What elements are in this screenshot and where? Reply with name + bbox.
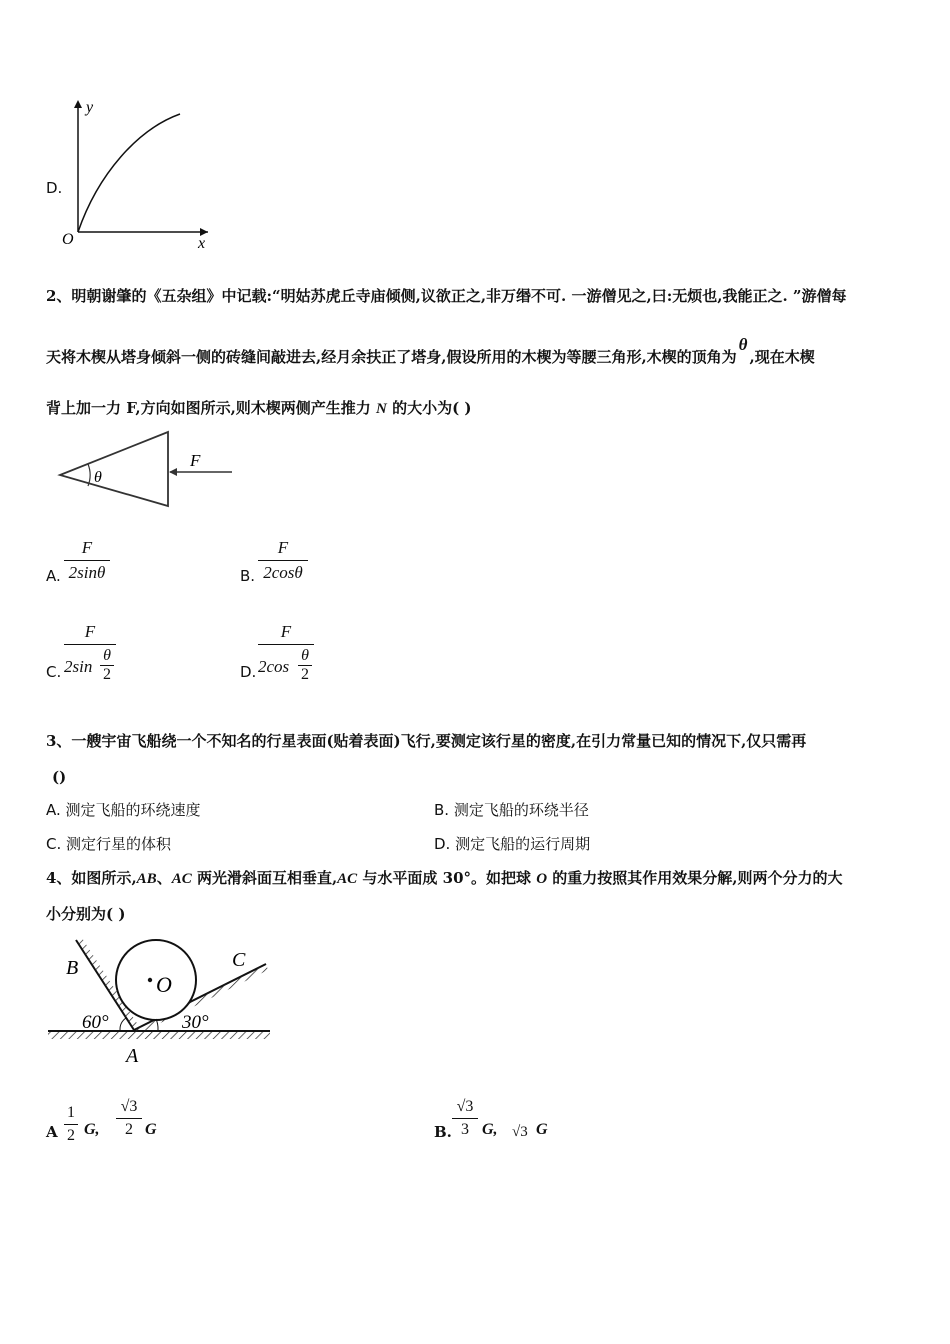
- numerator: √3: [120, 1098, 138, 1115]
- q4-line2: 小分别为( ): [46, 905, 126, 923]
- q4-ac2: AC: [337, 871, 358, 887]
- numerator: √3: [456, 1098, 474, 1115]
- q4-a-fraction-2[interactable]: [116, 1098, 142, 1139]
- q4-line1: [46, 868, 843, 889]
- a-label: A: [126, 1045, 139, 1066]
- fraction-bar: [116, 1118, 142, 1119]
- q4-o: O: [536, 871, 548, 887]
- denominator: 2cosθ: [263, 563, 303, 582]
- numerator: F: [277, 538, 289, 557]
- q2-option-b-fraction[interactable]: [258, 538, 308, 583]
- sub-denominator: 2: [301, 666, 309, 683]
- sub-numerator: θ: [301, 647, 309, 664]
- denominator: 3: [461, 1121, 469, 1138]
- q4-sep: 、: [156, 869, 172, 887]
- q2-line2: [46, 335, 815, 367]
- q4-b-fraction[interactable]: [452, 1098, 478, 1139]
- numerator: F: [84, 622, 96, 641]
- origin-label: O: [62, 231, 74, 248]
- sub-numerator: θ: [103, 647, 111, 664]
- q4-line1-d: 的重力按照其作用效果分解,则两个分力的大: [547, 869, 843, 887]
- q2-line1: 2、明朝谢肇的《五杂组》中记载:“明姑苏虎丘寺庙倾侧,议欲正之,非万缗不可. 一游僧见之,曰:无烦也,我能正之. ”游僧每: [46, 287, 847, 305]
- q1-option-d-graph: [58, 94, 218, 254]
- q4-b-g2: G: [536, 1121, 548, 1138]
- sub-denominator: 2: [103, 666, 111, 683]
- q2-n: N: [376, 401, 387, 417]
- fraction-bar: [64, 1124, 78, 1125]
- q4-ac: AC: [171, 871, 192, 887]
- q4-line1-c: 与水平面成 30°。如把球: [357, 869, 537, 887]
- angle-60-label: 60°: [82, 1012, 109, 1033]
- q3-option-a[interactable]: A. 测定飞船的环绕速度: [46, 801, 201, 819]
- o-label: O: [156, 972, 172, 997]
- q4-b-g1: G,: [482, 1121, 498, 1138]
- numerator: 1: [67, 1104, 75, 1121]
- x-axis-label: x: [198, 235, 206, 252]
- q2-option-d-fraction[interactable]: [258, 622, 314, 693]
- curve: [78, 114, 180, 232]
- q2-option-c-label[interactable]: C.: [46, 663, 62, 681]
- q4-a-fraction-1[interactable]: [64, 1104, 78, 1145]
- q2-option-b-label[interactable]: B.: [240, 567, 256, 585]
- q2-option-a-fraction[interactable]: [64, 538, 110, 583]
- q4-a-g2: G: [145, 1121, 157, 1138]
- sub-fraction: [100, 647, 114, 684]
- fraction-bar: [258, 560, 308, 561]
- q2-line3-a: 背上加一力 F,方向如图所示,则木楔两侧产生推力: [46, 399, 377, 417]
- q3-option-d[interactable]: D. 测定飞船的运行周期: [434, 835, 591, 853]
- q4-ab: AB: [136, 871, 157, 887]
- denominator: [258, 647, 314, 693]
- q2-line3-b: 的大小为( ): [386, 399, 472, 417]
- denominator: 2: [67, 1127, 75, 1144]
- sub-fraction: [298, 647, 312, 684]
- q2-theta: θ: [738, 335, 748, 354]
- q2-wedge-figure: [46, 430, 246, 510]
- force-label: F: [190, 451, 201, 470]
- q3-option-c[interactable]: C. 测定行星的体积: [46, 835, 172, 853]
- denominator-prefix: 2cos: [258, 657, 290, 676]
- numerator: F: [81, 538, 93, 557]
- denominator-prefix: 2sin: [64, 657, 93, 676]
- q2-option-d-label[interactable]: D.: [240, 663, 257, 681]
- angle-30-label: 30°: [182, 1012, 209, 1033]
- numerator: F: [280, 622, 292, 641]
- q4-line1-b: 两光滑斜面互相垂直,: [191, 869, 338, 887]
- q4-a-g1: G,: [84, 1121, 100, 1138]
- denominator: [64, 647, 116, 693]
- fraction-bar: [258, 644, 314, 645]
- q2-option-a-label[interactable]: A.: [46, 567, 61, 585]
- b-label: B: [66, 957, 79, 979]
- q3-line1: 3、一艘宇宙飞船绕一个不知名的行星表面(贴着表面)飞行,要测定该行星的密度,在引力常量已知的情况下,仅只需再: [46, 732, 807, 750]
- fraction-bar: [64, 644, 116, 645]
- q2-line2-end: ,现在木楔: [749, 348, 815, 366]
- fraction-bar: [452, 1118, 478, 1119]
- q2-line2-text: 天将木楔从塔身倾斜一侧的砖缝间敲进去,经月余扶正了塔身,假设所用的木楔为等腰三角形,木楔的顶角为: [46, 348, 737, 366]
- q3-line2: (): [52, 768, 67, 786]
- q2-line3: [46, 398, 472, 419]
- denominator: 2sinθ: [68, 563, 106, 582]
- q4-option-a-label[interactable]: A: [46, 1123, 58, 1141]
- denominator: 2: [125, 1121, 133, 1138]
- q1-option-d-label[interactable]: D.: [46, 179, 63, 197]
- fraction-bar: [64, 560, 110, 561]
- q3-option-b[interactable]: B. 测定飞船的环绕半径: [434, 801, 589, 819]
- c-label: C: [232, 949, 246, 971]
- theta-label: θ: [94, 469, 102, 486]
- q4-option-b-label[interactable]: B.: [434, 1123, 452, 1141]
- y-axis-label: y: [86, 99, 94, 116]
- q2-option-c-fraction[interactable]: [64, 622, 116, 693]
- q4-b-root: √3: [512, 1124, 528, 1140]
- q4-incline-figure: [46, 934, 276, 1066]
- q4-line1-a: 4、如图所示,: [46, 869, 137, 887]
